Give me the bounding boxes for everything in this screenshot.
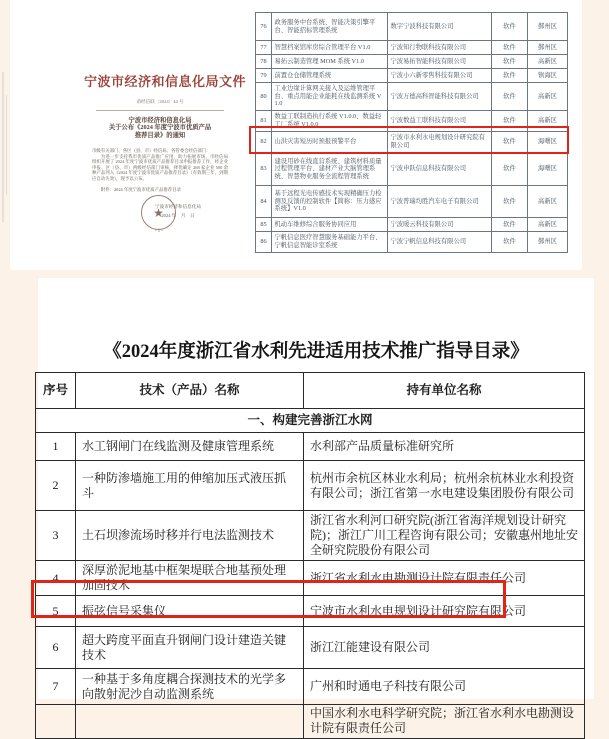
cell-type: 软件 [492,41,528,55]
doc-title: 宁波市经济和信息化局文件 [84,74,247,89]
cell-district: 镇海区 [528,69,568,83]
table-row [256,69,568,83]
table-row [256,83,568,111]
cell-district: 海曙区 [528,153,568,186]
scan-artifact [2,72,4,222]
cell-name: 前置仓仓储管理系统 [272,69,388,83]
cell-company: 宁波小六新零售科技有限公司 [388,69,492,83]
cell-company: 数字宁波科技有限公司 [388,13,492,41]
cell-district: 鄞州区 [528,41,568,55]
catalog-header-row [36,373,585,409]
cell-company: 宁波普瑞均胜汽车电子有限公司 [388,186,492,218]
cell-no: 81 [256,111,272,132]
doc-page-number: - 1 - [155,229,163,234]
cell-name: 易拓云制造管理 MOM 系统 V1.0 [272,55,388,69]
cell-no [36,705,76,739]
cell-type: 软件 [492,55,528,69]
cell-type: 软件 [492,13,528,41]
table-row [36,669,585,705]
doc-attachment: 附件：2024 年度宁波市优质产品推荐目录 [100,187,181,192]
cell-no: 82 [256,132,272,153]
cell-no: 77 [256,41,272,55]
cell-no: 86 [256,232,272,253]
cell-type: 软件 [492,83,528,111]
cell-district: 高新区 [528,111,568,132]
cell-holder: 杭州市余杭区林业水利局；杭州余杭林业水利投资有限公司；浙江省第一水电建设集团股份有限公司 [304,461,585,511]
cell-no: 78 [256,55,272,69]
catalog-title: 《2024年度浙江省水利先进适用技术推广指导目录》 [103,342,529,362]
cell-name: 宁帆信息医疗智慧服务基础能力平台、宁帆信息智能诊室系统 [272,232,388,253]
cell-no: 85 [256,218,272,232]
cell-company: 宁波数益工联科技有限公司 [388,111,492,132]
cell-type: 软件 [492,132,528,153]
section-label: 一、构建完善浙江水网 [36,409,585,433]
cell-type: 软件 [492,69,528,83]
cell-company: 宁波万德高科智能科技有限公司 [388,83,492,111]
cell-no: 80 [256,83,272,111]
cell-no: 7 [36,669,76,705]
cell-company: 宁波易拓智能科技有限公司 [388,55,492,69]
doc-sign-date: 2024 年 月 日 [161,213,195,218]
highlight-box-row-5 [31,580,506,618]
table-row [256,186,568,218]
doc-subtitle-line: 关于公布《2024 年度宁波市优质产品 [108,124,212,132]
cell-holder: 广州和时通电子科技有限公司 [304,669,585,705]
cell-name: 基于远程光电传感技术实现精确压力检测及反馈的控制软件【简称：压力感应系统】V1.0 [272,186,388,218]
section-row [36,409,585,433]
cell-district: 高新区 [528,83,568,111]
cell-no: 79 [256,69,272,83]
cell-no: 1 [36,433,76,461]
table-row [256,13,568,41]
cell-district: 高新区 [528,186,568,218]
cell-type: 软件 [492,218,528,232]
seal-star-icon: ★ [153,205,164,220]
cell-name: 振弦信号采集仪 [76,596,304,627]
cell-company: 宁波申跃信息科技有限公司 [388,153,492,186]
cell-no: 83 [256,153,272,186]
official-seal [141,195,176,230]
cell-district: 海曙区 [528,132,568,153]
cell-no: 6 [36,627,76,669]
cell-name: 数益工联制造执行系统 V1.0.0、数益轻工厂系统 V1.0.0 [272,111,388,132]
cell-district: 高新区 [528,218,568,232]
cell-type: 软件 [492,232,528,253]
cell-no: 5 [36,596,76,627]
table-row [36,433,585,461]
cell-name: 超大跨度平面直升钢闸门设计建造关键技术 [76,627,304,669]
header-holder: 持有单位名称 [304,373,585,409]
cell-type: 软件 [492,186,528,218]
cell-holder: 浙江省水利水电勘测设计院有限责任公司 [304,561,585,596]
cell-district: 鄞州区 [528,232,568,253]
cell-company: 宁波暖云科技有限公司 [388,218,492,232]
cell-name: 建设用砂在线直营系统、建筑材料质量过程管理平台、建材产业大脑管理系统、智慧物业服务全流程管理系统 [272,153,388,186]
cell-holder: 浙江省水利河口研究院(浙江省海洋规划设计研究院)；浙江广川工程咨询有限公司；安徽惠州地址安全研究院股份有限公司 [304,511,585,561]
doc-subtitle [78,117,242,139]
cell-name: 水工钢闸门在线监测及健康管理系统 [76,433,304,461]
cell-company: 宁波宁帆信息科技有限公司 [388,232,492,253]
doc-paragraph: 为进一步支持我市优质产品推广应用，助力拓展市场，市经信局组织开展了 2024 年度宁波市优质产品推荐目录申报推荐工作，经企业申报、区（县、市）两级经信部门审核，择优确定 268 家企业 500 余种产品列入《2024 年度宁波市优质产品推荐目录》（有效期三年，到期应自动失效），现予以公布。 [92,153,228,181]
cell-no: 76 [256,13,272,41]
scan-artifact [6,95,7,195]
table-row [256,153,568,186]
cell-company: 宁波知行物联科技有限公司 [388,41,492,55]
table-row [256,41,568,55]
cell-holder: 浙江江能建设有限公司 [304,627,585,669]
cell-district: 高新区 [528,55,568,69]
table-row-clipped [36,705,585,739]
header-name: 技术（产品）名称 [76,373,304,409]
doc-number: 甬经信联〔2024〕44 号 [136,99,184,104]
cell-type: 软件 [492,153,528,186]
cell-name: 深厚淤泥地基中框架堤联合地基预处理加固技术 [76,561,304,596]
cell-name: 一种防渗墙施工用的伸缩加压式液压抓斗 [76,461,304,511]
cell-no: 4 [36,561,76,596]
table-row [256,55,568,69]
cell-name: 政务服务中台系统、智能决策引擎平台、智能招标管理系统 [272,13,388,41]
table-row [36,627,585,669]
doc-subtitle-line: 宁波市经济和信息化局 [128,117,192,124]
doc-divider [96,110,224,111]
cell-holder: 宁波市水利水电规划设计研究院有限公司 [304,596,585,627]
cell-company: 宁波市水利水电规划设计研究院有限公司 [388,132,492,153]
cell-name: 山洪灾害短历时预报预警平台 [272,132,388,153]
cell-holder: 水利部产品质量标准研究所 [304,433,585,461]
cell-name: 土石坝渗流场时移并行电法监测技术 [76,511,304,561]
cell-district: 鄞州区 [528,13,568,41]
cell-no: 3 [36,511,76,561]
doc-body [92,148,228,193]
cell-name [76,705,304,739]
header-no: 序号 [36,373,76,409]
cell-type: 软件 [492,111,528,132]
cell-holder-clipped: 中国水利水电科学研究院；浙江省水利水电勘测设计院有限责任公司 [304,705,585,739]
table-row [256,232,568,253]
cell-no: 2 [36,461,76,511]
doc-signature: 宁波市经济和信息化局 [155,204,201,209]
cell-name: 智慧档案馆库房综合管理平台 V1.0 [272,41,388,55]
cell-name: 机动车维修综合服务协同应用 [272,218,388,232]
table-row [256,218,568,232]
table-row [36,461,585,511]
doc-subtitle-line: 推荐目录》的通知 [134,131,186,139]
cell-name: 一种基于多角度耦合探测技术的光学多向散射泥沙自动监测系统 [76,669,304,705]
cell-no: 84 [256,186,272,218]
table-row [36,511,585,561]
highlight-box-row-82 [249,126,569,154]
doc-salutation: 市级有关部门、各区（县、市）经信局、各管委会经信部门： [92,148,211,153]
cell-name: 工业边缘计算网关接入及运维管理平台、重点用能企业能耗在线监测系统 V1.0 [272,83,388,111]
catalog-table [35,372,585,739]
